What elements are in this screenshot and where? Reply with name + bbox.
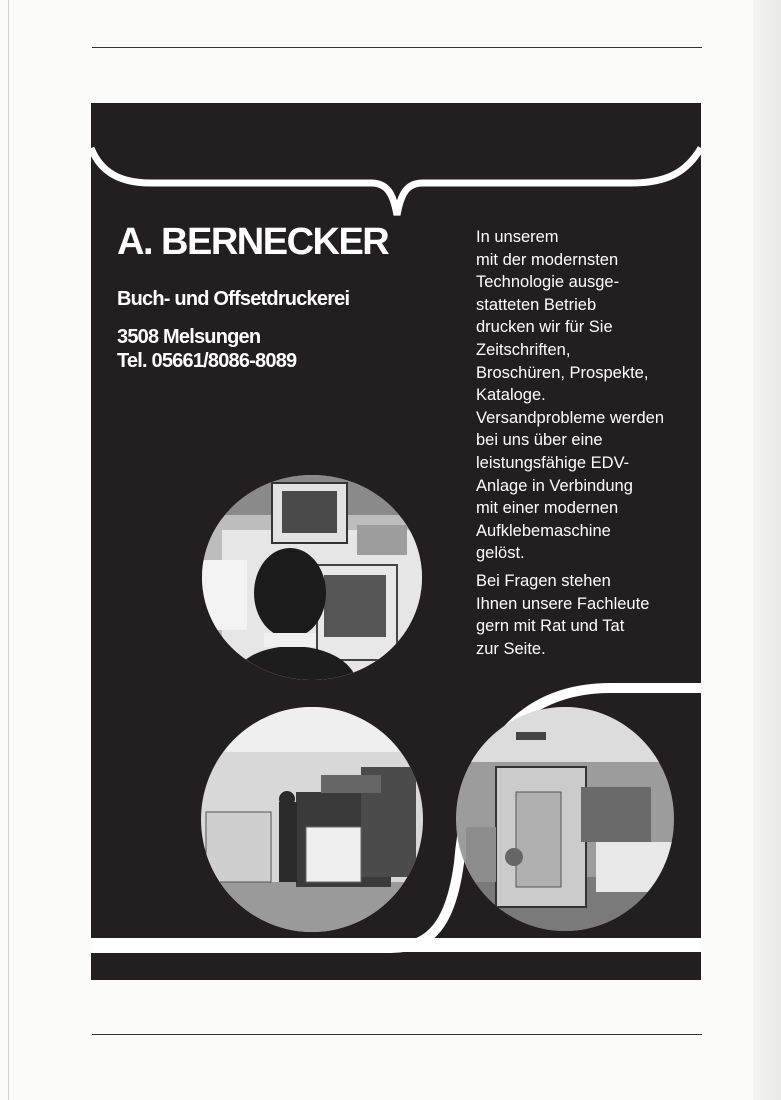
paragraph-2 — [476, 570, 696, 660]
top-rule — [92, 47, 702, 48]
company-city: 3508 Melsungen — [117, 326, 261, 348]
ad-body-text — [476, 226, 696, 660]
text-line: drucken wir für Sie — [476, 318, 613, 337]
text-line: Zeitschriften, — [476, 340, 571, 359]
text-line: gelöst. — [476, 544, 525, 563]
text-line: Ihnen unsere Fachleute — [476, 594, 650, 613]
text-line: In unserem — [476, 228, 559, 246]
text-line: Technologie ausge- — [476, 273, 620, 292]
text-line: leistungsfähige EDV- — [476, 453, 630, 472]
text-line: Broschüren, Prospekte, — [476, 363, 649, 382]
text-line: mit der modernsten — [476, 250, 619, 269]
photo-computer-terminal — [202, 475, 422, 680]
text-line: gern mit Rat und Tat — [476, 617, 625, 636]
advertisement — [91, 103, 701, 980]
company-name: A. BERNECKER — [117, 221, 389, 263]
page-margin-shadow — [753, 0, 781, 1100]
text-line: bei uns über eine — [476, 431, 603, 450]
text-line: Anlage in Verbindung — [476, 476, 633, 495]
page-edge — [8, 0, 9, 1100]
text-line: Aufklebemaschine — [476, 521, 611, 540]
company-business: Buch- und Offsetdruckerei — [117, 288, 350, 310]
bottom-rule — [92, 1034, 702, 1035]
text-line: Kataloge. — [476, 386, 546, 405]
text-line: statteten Betrieb — [476, 295, 597, 314]
text-line: Bei Fragen stehen — [476, 571, 611, 590]
text-line: mit einer modernen — [476, 499, 619, 518]
text-line: Versandprobleme werden — [476, 408, 665, 427]
photo-labeling-machine — [456, 707, 674, 931]
text-line: zur Seite. — [476, 639, 546, 658]
paragraph-1 — [476, 226, 696, 565]
company-phone: Tel. 05661/8086-8089 — [117, 350, 297, 372]
photo-printing-press — [201, 707, 423, 932]
